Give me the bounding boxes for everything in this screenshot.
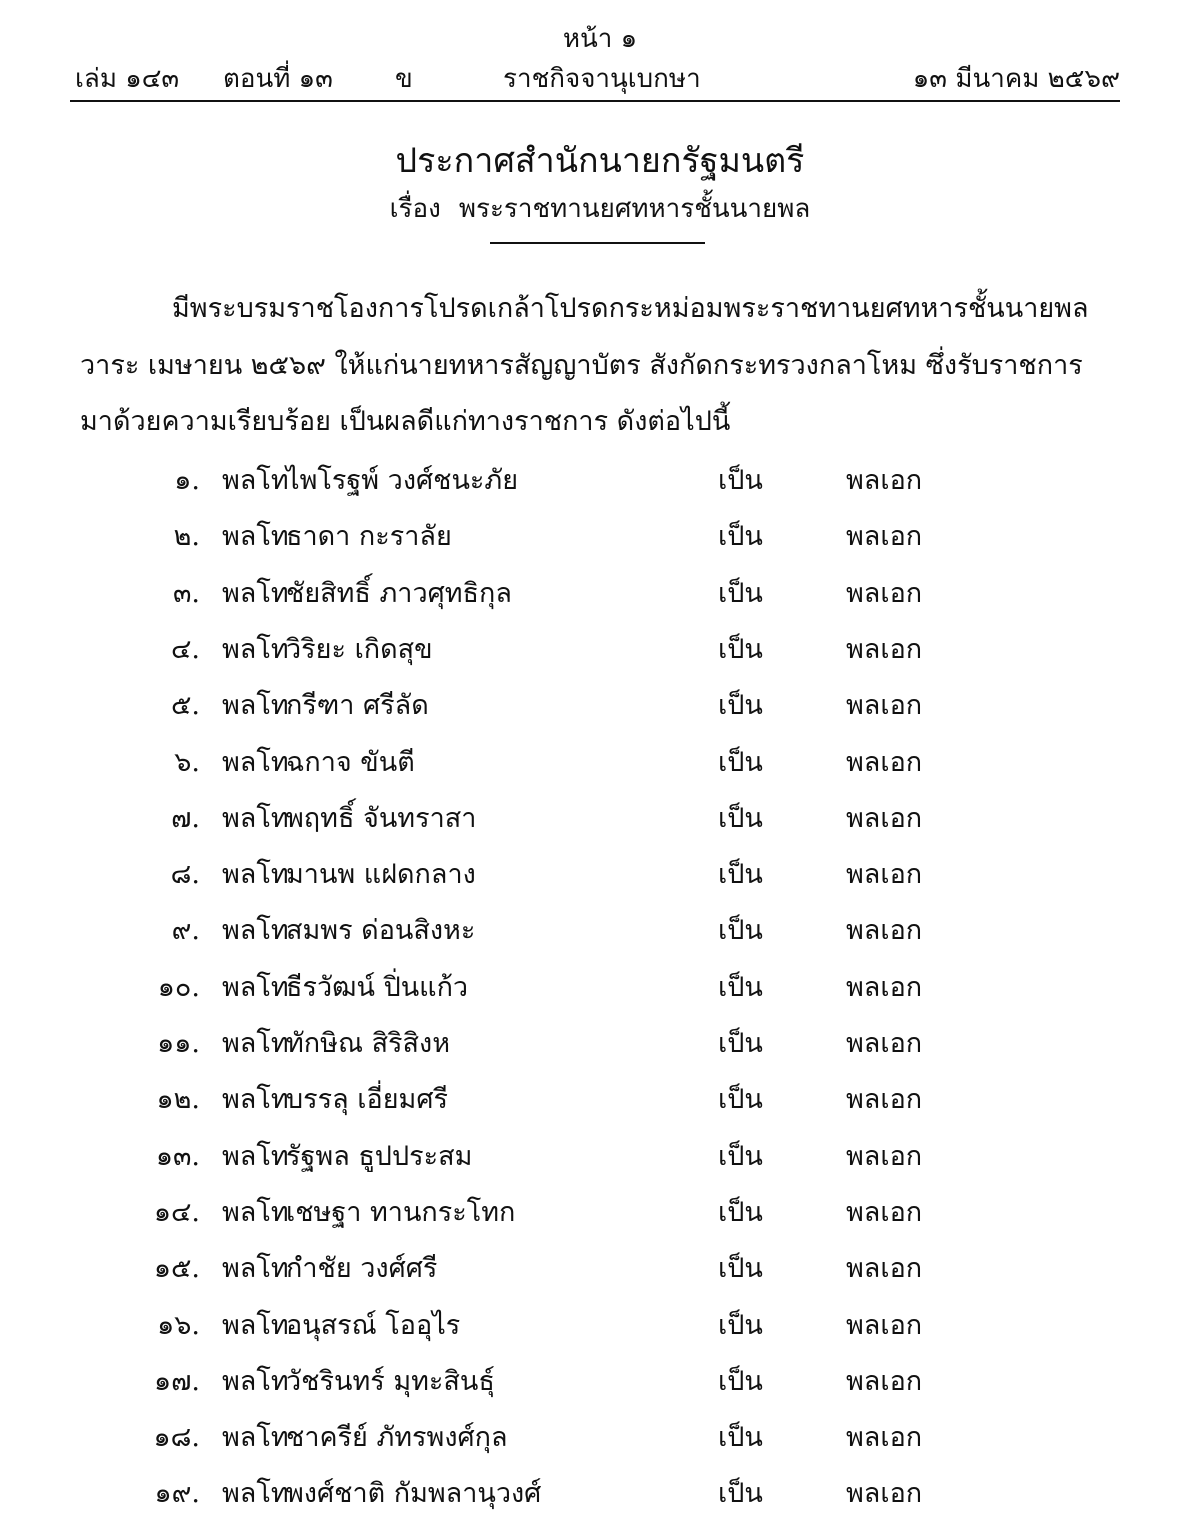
officer-name: วิริยะ เกิดสุข (286, 634, 433, 665)
as-label: เป็น (718, 747, 763, 778)
as-label: เป็น (718, 1310, 763, 1341)
as-label: เป็น (718, 1422, 763, 1453)
new-rank: พลเอก (846, 972, 923, 1003)
officer-name: กำชัย วงศ์ศรี (286, 1253, 438, 1284)
list-item (0, 852, 1200, 892)
as-label: เป็น (718, 690, 763, 721)
as-label: เป็น (718, 1366, 763, 1397)
new-rank: พลเอก (846, 1253, 923, 1284)
officer-name: อนุสรณ์ โออุไร (286, 1310, 461, 1341)
item-number: ๑๘. (153, 1422, 200, 1453)
item-number: ๑๕. (153, 1253, 200, 1284)
officer-name: วัชรินทร์ มุทะสินธุ์ (286, 1366, 495, 1397)
list-item (0, 965, 1200, 1005)
item-number: ๕. (170, 690, 200, 721)
list-item (0, 458, 1200, 498)
officer-name: ทักษิณ สิริสิงห (286, 1028, 451, 1059)
officer-name: พฤทธิ์ จันทราสา (286, 803, 477, 834)
item-number: ๑๐. (157, 972, 200, 1003)
as-label: เป็น (718, 803, 763, 834)
current-rank: พลโท (222, 859, 289, 890)
item-number: ๑๑. (157, 1028, 200, 1059)
publication-name: ราชกิจจานุเบกษา (503, 64, 701, 94)
new-rank: พลเอก (846, 634, 923, 665)
part-label: ข (395, 64, 413, 94)
new-rank: พลเอก (846, 859, 923, 890)
new-rank: พลเอก (846, 1197, 923, 1228)
current-rank: พลโท (222, 747, 289, 778)
list-item (0, 683, 1200, 723)
publication-date: ๑๓ มีนาคม ๒๕๖๙ (912, 64, 1120, 94)
as-label: เป็น (718, 972, 763, 1003)
title-rule (490, 242, 705, 244)
section-label: ตอนที่ ๑๓ (223, 64, 333, 94)
item-number: ๖. (174, 747, 200, 778)
item-number: ๑. (174, 465, 200, 496)
announcement-title: ประกาศสำนักนายกรัฐมนตรี (395, 141, 805, 181)
new-rank: พลเอก (846, 1310, 923, 1341)
new-rank: พลเอก (846, 747, 923, 778)
list-item (0, 1359, 1200, 1399)
volume-label: เล่ม ๑๔๓ (75, 64, 180, 94)
current-rank: พลโท (222, 915, 289, 946)
item-number: ๔. (170, 634, 200, 665)
list-item (0, 1021, 1200, 1061)
current-rank: พลโท (222, 1141, 289, 1172)
officer-name: กรีฑา ศรีลัด (286, 690, 429, 721)
officer-name: เชษฐา ทานกระโทก (286, 1197, 516, 1228)
list-item (0, 796, 1200, 836)
list-item (0, 1471, 1200, 1511)
subject-label: เรื่อง (389, 194, 441, 224)
list-item (0, 1190, 1200, 1230)
paragraph-line: มีพระบรมราชโองการโปรดเกล้าโปรดกระหม่อมพระราชทานยศทหารชั้นนายพล (172, 293, 1089, 324)
current-rank: พลโท (222, 1197, 289, 1228)
list-item (0, 514, 1200, 554)
officer-name: พงศ์ชาติ กัมพลานุวงศ์ (286, 1478, 542, 1509)
new-rank: พลเอก (846, 1366, 923, 1397)
new-rank: พลเอก (846, 578, 923, 609)
new-rank: พลเอก (846, 1478, 923, 1509)
new-rank: พลเอก (846, 803, 923, 834)
list-item (0, 1077, 1200, 1117)
list-item (0, 571, 1200, 611)
officer-name: รัฐพล ธูปประสม (286, 1141, 473, 1172)
as-label: เป็น (718, 1478, 763, 1509)
item-number: ๑๔. (153, 1197, 200, 1228)
officer-name: ธาดา กะราลัย (286, 521, 452, 552)
current-rank: พลโท (222, 1253, 289, 1284)
as-label: เป็น (718, 915, 763, 946)
paragraph-line: มาด้วยความเรียบร้อย เป็นผลดีแก่ทางราชการ ดังต่อไปนี้ (80, 406, 731, 437)
item-number: ๒. (173, 521, 200, 552)
officer-name: ฉกาจ ขันตี (286, 747, 415, 778)
new-rank: พลเอก (846, 465, 923, 496)
new-rank: พลเอก (846, 1084, 923, 1115)
item-number: ๓. (172, 578, 200, 609)
item-number: ๗. (171, 803, 200, 834)
current-rank: พลโท (222, 1310, 289, 1341)
header-rule (70, 100, 1120, 102)
list-item (0, 1303, 1200, 1343)
current-rank: พลโท (222, 1478, 289, 1509)
officer-name: ธีรวัฒน์ ปิ่นแก้ว (286, 972, 469, 1003)
page-number: หน้า ๑ (562, 24, 638, 54)
item-number: ๑๙. (154, 1478, 200, 1509)
current-rank: พลโท (222, 803, 289, 834)
officer-name: ชัยสิทธิ์ ภาวศุทธิกุล (286, 578, 512, 609)
subject-text: พระราชทานยศทหารชั้นนายพล (458, 194, 811, 224)
new-rank: พลเอก (846, 1141, 923, 1172)
current-rank: พลโท (222, 1422, 289, 1453)
current-rank: พลโท (222, 521, 289, 552)
list-item (0, 627, 1200, 667)
officer-name: บรรลุ เอี่ยมศรี (286, 1084, 448, 1115)
current-rank: พลโท (222, 690, 289, 721)
as-label: เป็น (718, 859, 763, 890)
list-item (0, 1134, 1200, 1174)
new-rank: พลเอก (846, 915, 923, 946)
new-rank: พลเอก (846, 1028, 923, 1059)
as-label: เป็น (718, 1084, 763, 1115)
officer-name: มานพ แฝดกลาง (286, 859, 476, 890)
current-rank: พลโท (222, 1366, 289, 1397)
as-label: เป็น (718, 634, 763, 665)
announcement-subject (0, 188, 1200, 229)
current-rank: พลโท (222, 1084, 289, 1115)
current-rank: พลโท (222, 578, 289, 609)
new-rank: พลเอก (846, 521, 923, 552)
item-number: ๙. (171, 915, 200, 946)
current-rank: พลโท (222, 465, 289, 496)
paragraph-line: วาระ เมษายน ๒๕๖๙ ให้แก่นายทหารสัญญาบัตร สังกัดกระทรวงกลาโหม ซึ่งรับราชการ (80, 350, 1083, 381)
list-item (0, 1246, 1200, 1286)
item-number: ๑๓. (155, 1141, 200, 1172)
item-number: ๑๒. (156, 1084, 200, 1115)
officer-name: สมพร ด่อนสิงหะ (286, 915, 476, 946)
as-label: เป็น (718, 1028, 763, 1059)
as-label: เป็น (718, 521, 763, 552)
new-rank: พลเอก (846, 1422, 923, 1453)
as-label: เป็น (718, 578, 763, 609)
list-item (0, 908, 1200, 948)
item-number: ๑๖. (157, 1310, 200, 1341)
as-label: เป็น (718, 1253, 763, 1284)
current-rank: พลโท (222, 972, 289, 1003)
current-rank: พลโท (222, 634, 289, 665)
as-label: เป็น (718, 465, 763, 496)
list-item (0, 1415, 1200, 1455)
as-label: เป็น (718, 1197, 763, 1228)
item-number: ๑๗. (153, 1366, 200, 1397)
officer-name: ไพโรฐพ์ วงศ์ชนะภัย (286, 465, 519, 496)
current-rank: พลโท (222, 1028, 289, 1059)
new-rank: พลเอก (846, 690, 923, 721)
item-number: ๘. (170, 859, 200, 890)
officer-name: ชาครีย์ ภัทรพงศ์กุล (286, 1422, 508, 1453)
list-item (0, 740, 1200, 780)
gazette-header (75, 58, 1120, 98)
as-label: เป็น (718, 1141, 763, 1172)
